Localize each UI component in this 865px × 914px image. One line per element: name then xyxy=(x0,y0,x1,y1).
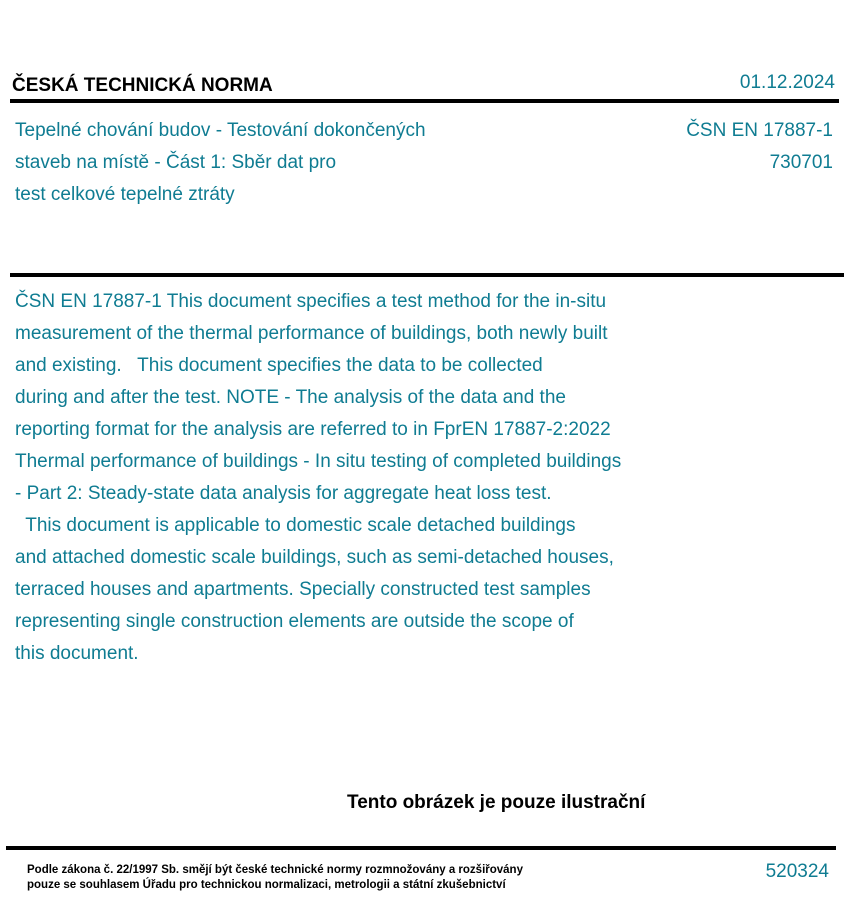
footer-divider xyxy=(6,846,836,850)
legal-notice-line: Podle zákona č. 22/1997 Sb. smějí být české technické normy rozmnožovány a rozšiřovány xyxy=(27,864,523,876)
header-divider xyxy=(10,99,839,103)
abstract-line: and existing. This document specifies the data to be collected xyxy=(15,355,543,376)
legal-notice-line: pouze se souhlasem Úřadu pro technickou normalizaci, metrologii a státní zkušebnictví xyxy=(27,879,506,891)
title-divider xyxy=(10,273,844,277)
abstract-line: - Part 2: Steady-state data analysis for aggregate heat loss test. xyxy=(15,483,552,504)
document-header-title: ČESKÁ TECHNICKÁ NORMA xyxy=(12,75,273,96)
publication-date: 01.12.2024 xyxy=(739,72,835,93)
abstract-line: terraced houses and apartments. Specially constructed test samples xyxy=(15,579,591,600)
standard-identifiers xyxy=(686,115,833,179)
abstract-line: and attached domestic scale buildings, such as semi-detached houses, xyxy=(15,547,614,568)
abstract-line: representing single construction elements are outside the scope of xyxy=(15,611,574,632)
abstract-line: measurement of the thermal performance of buildings, both newly built xyxy=(15,323,608,344)
standard-title-line: staveb na místě - Část 1: Sběr dat pro xyxy=(15,152,337,173)
abstract-line: during and after the test. NOTE - The analysis of the data and the xyxy=(15,387,566,408)
abstract-line: reporting format for the analysis are referred to in FprEN 17887-2:2022 xyxy=(15,419,611,440)
abstract-line: Thermal performance of buildings - In situ testing of completed buildings xyxy=(15,451,622,472)
standard-code: ČSN EN 17887-1 xyxy=(686,120,833,141)
catalog-number: 520324 xyxy=(765,861,829,882)
standard-title-line: Tepelné chování budov - Testování dokončených xyxy=(15,120,426,141)
standard-title xyxy=(15,115,535,211)
standard-title-line: test celkové tepelné ztráty xyxy=(15,184,235,205)
illustrative-notice: Tento obrázek je pouze ilustrační xyxy=(347,792,646,813)
abstract-line: ČSN EN 17887-1 This document specifies a test method for the in-situ xyxy=(15,291,607,312)
abstract-line: This document is applicable to domestic scale detached buildings xyxy=(15,515,576,536)
abstract-line: this document. xyxy=(15,643,139,664)
abstract-text xyxy=(15,286,735,670)
classification-number: 730701 xyxy=(769,152,833,173)
legal-notice xyxy=(27,863,523,893)
